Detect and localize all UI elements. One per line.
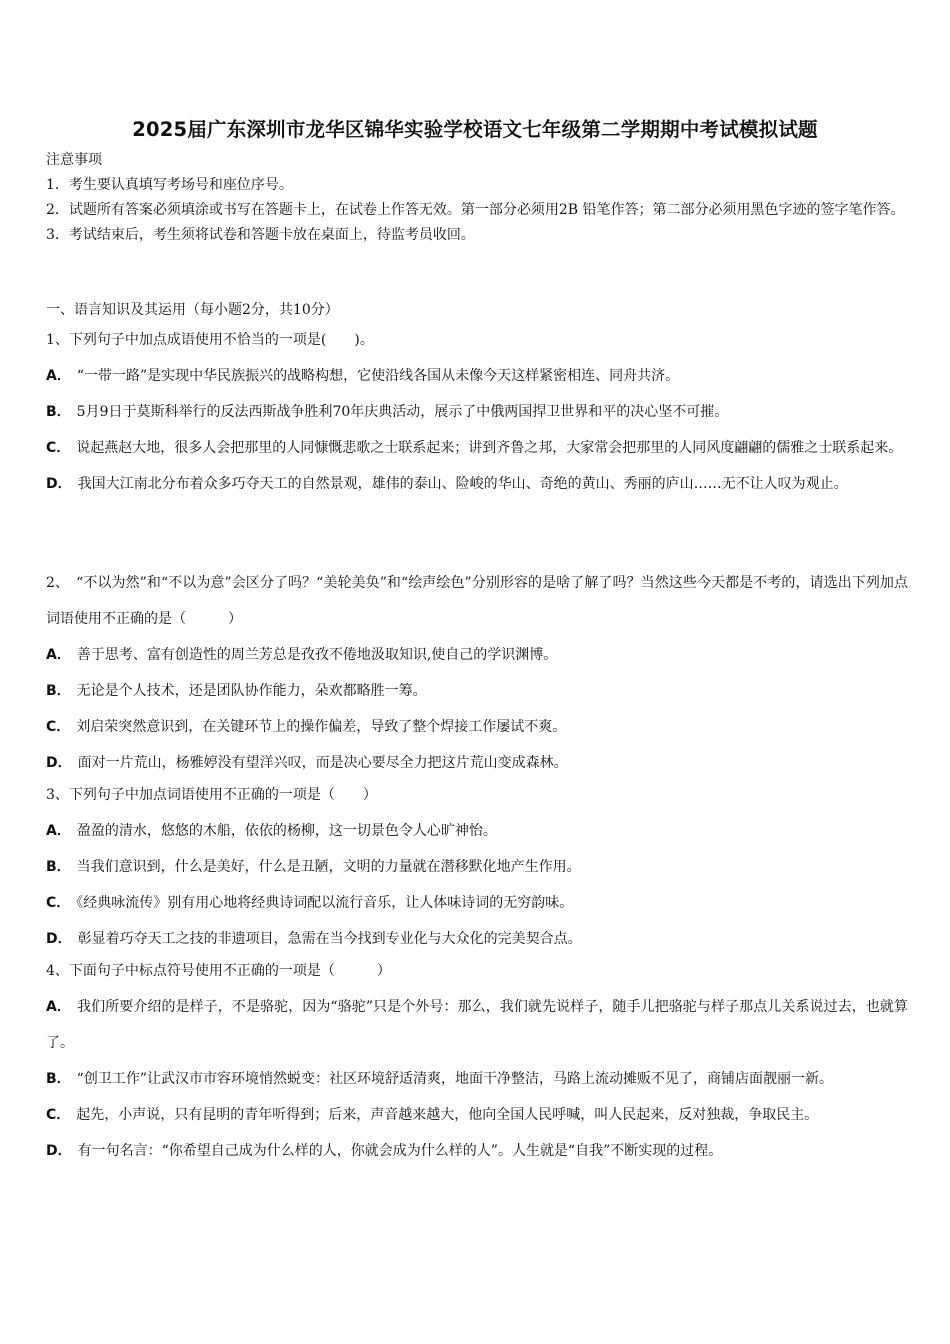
question-stem: 2、 “不以为然”和“不以为意”会区分了吗？“美轮美奂”和“绘声绘色”分别形容的是啥了解了吗？当然这些今天都是不考的，请选出下列加点词语使用不正确的是（ ） xyxy=(46,575,908,627)
option-text: 刘启荣突然意识到，在关键环节上的操作偏差，导致了整个焊接工作屡试不爽。 xyxy=(76,719,567,735)
option-letter: D． xyxy=(46,755,72,771)
option-b xyxy=(46,1061,908,1097)
option-c xyxy=(46,885,908,921)
exam-title: 2025届广东深圳市龙华区锦华实验学校语文七年级第二学期期中考试模拟试题 xyxy=(132,118,818,141)
option-letter: B． xyxy=(46,404,71,420)
option-letter: A． xyxy=(46,647,71,663)
question-2 xyxy=(46,565,908,781)
option-letter: A． xyxy=(46,823,71,839)
option-text: 面对一片荒山，杨雅婷没有望洋兴叹，而是决心要尽全力把这片荒山变成森林。 xyxy=(77,755,568,771)
section-heading: 一、语言知识及其运用（每小题2分，共10分） xyxy=(46,302,339,318)
option-text: “创卫工作”让武汉市市容环境悄然蜕变：社区环境舒适清爽，地面干净整洁，马路上流动摊贩不见了，商铺店面靓丽一新。 xyxy=(76,1071,833,1087)
option-d xyxy=(46,466,908,502)
option-c xyxy=(46,430,908,466)
option-letter: C． xyxy=(46,440,71,456)
question-1 xyxy=(46,322,908,502)
option-letter: B． xyxy=(46,683,71,699)
question-stem: 3、下列句子中加点词语使用不正确的一项是（ ） xyxy=(46,787,377,803)
option-letter: D． xyxy=(46,476,72,492)
notice-item-3: 3．考试结束后，考生须将试卷和答题卡放在桌面上，待监考员收回。 xyxy=(46,227,475,243)
option-text: 说起燕赵大地，很多人会把那里的人同慷慨悲歌之士联系起来；讲到齐鲁之邦，大家常会把那里的人同风度翩翩的儒雅之士联系起来。 xyxy=(76,440,903,456)
option-b xyxy=(46,394,908,430)
question-stem: 4、下面句子中标点符号使用不正确的一项是（ ） xyxy=(46,963,391,979)
option-letter: D． xyxy=(46,1143,72,1159)
option-a xyxy=(46,989,908,1061)
notice-item-2: 2．试题所有答案必须填涂或书写在答题卡上，在试卷上作答无效。第一部分必须用2B 铅笔作答；第二部分必须用黑色字迹的签字笔作答。 xyxy=(46,202,905,218)
option-text: 无论是个人技术，还是团队协作能力，朵欢都略胜一筹。 xyxy=(76,683,427,699)
notice-heading: 注意事项 xyxy=(46,152,102,168)
option-text: 彰显着巧夺天工之技的非遗项目，急需在当今找到专业化与大众化的完美契合点。 xyxy=(77,931,582,947)
option-text: 5月9日于莫斯科举行的反法西斯战争胜利70年庆典活动，展示了中俄两国捍卫世界和平的决心坚不可摧。 xyxy=(76,404,729,420)
option-letter: B． xyxy=(46,1071,71,1087)
question-stem: 1、下列句子中加点成语使用不恰当的一项是( )。 xyxy=(46,332,374,348)
option-letter: A． xyxy=(46,999,71,1015)
option-text: 《经典咏流传》别有用心地将经典诗词配以流行音乐，让人体味诗词的无穷韵味。 xyxy=(76,895,574,911)
option-d xyxy=(46,1133,908,1169)
option-text: 善于思考、富有创造性的周兰芳总是孜孜不倦地汲取知识,使自己的学识渊博。 xyxy=(76,647,558,663)
option-a xyxy=(46,637,908,673)
option-d xyxy=(46,921,908,957)
notice-item-1: 1．考生要认真填写考场号和座位序号。 xyxy=(46,177,293,193)
option-text: 我国大江南北分布着众多巧夺天工的自然景观，雄伟的泰山、险峻的华山、奇绝的黄山、秀丽的庐山……无不让人叹为观止。 xyxy=(77,476,848,492)
option-text: 我们所要介绍的是样子，不是骆驼，因为“骆驼”只是个外号：那么，我们就先说样子，随手儿把骆驼与样子那点儿关系说过去，也就算了。 xyxy=(46,999,908,1051)
question-4 xyxy=(46,953,908,1169)
option-d xyxy=(46,745,908,781)
option-c xyxy=(46,1097,908,1133)
option-letter: C． xyxy=(46,1107,71,1123)
option-text: 有一句名言：“你希望自己成为什么样的人，你就会成为什么样的人”。人生就是“自我”不断实现的过程。 xyxy=(77,1143,723,1159)
option-text: 当我们意识到，什么是美好，什么是丑陋，文明的力量就在潜移默化地产生作用。 xyxy=(76,859,581,875)
option-letter: C． xyxy=(46,895,71,911)
option-b xyxy=(46,673,908,709)
option-a xyxy=(46,358,908,394)
option-b xyxy=(46,849,908,885)
section-one xyxy=(46,298,908,323)
question-3 xyxy=(46,777,908,957)
option-letter: A． xyxy=(46,368,71,384)
option-text: 盈盈的清水，悠悠的木船，依依的杨柳，这一切景色令人心旷神怡。 xyxy=(76,823,497,839)
notice-section xyxy=(46,148,908,248)
option-c xyxy=(46,709,908,745)
option-text: “一带一路”是实现中华民族振兴的战略构想，它使沿线各国从未像今天这样紧密相连、同舟共济。 xyxy=(76,368,680,384)
option-a xyxy=(46,813,908,849)
option-letter: B． xyxy=(46,859,71,875)
option-letter: D． xyxy=(46,931,72,947)
option-text: 起先，小声说，只有昆明的青年听得到；后来，声音越来越大，他向全国人民呼喊，叫人民起来，反对独裁，争取民主。 xyxy=(76,1107,819,1123)
option-letter: C． xyxy=(46,719,71,735)
